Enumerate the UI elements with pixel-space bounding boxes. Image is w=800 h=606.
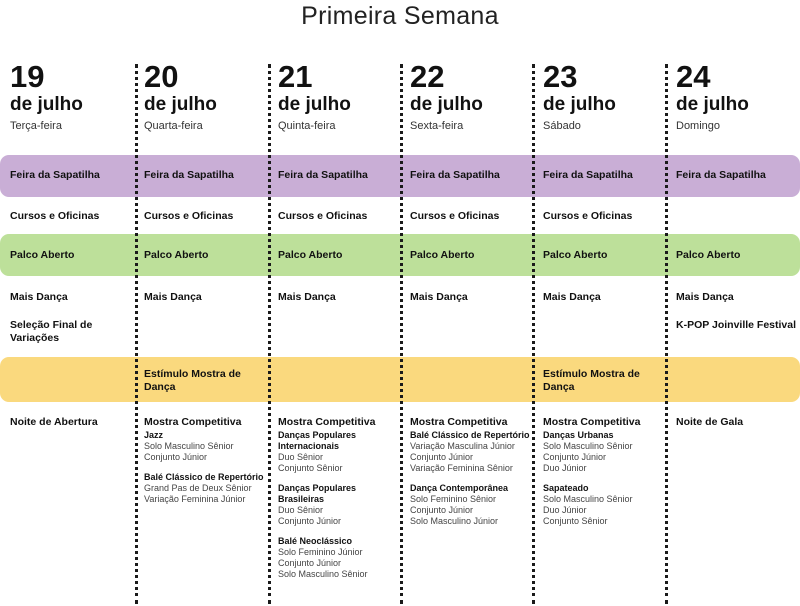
competition-category: Danças Populares Internacionais: [278, 430, 357, 451]
competition-entry: Conjunto Júnior: [144, 452, 208, 462]
competition-entry: Duo Júnior: [543, 505, 587, 515]
day-number: 24: [676, 59, 711, 94]
day-column: [543, 0, 671, 606]
competition-entry: Solo Masculino Sênior: [278, 569, 368, 579]
event-feira-da-sapatilha: Feira da Sapatilha: [10, 169, 100, 181]
event-special: K-POP Joinville Festival: [676, 319, 797, 331]
evening-program: [676, 416, 800, 429]
competition-category: Sapateado: [543, 483, 589, 493]
event-cursos-e-oficinas: Cursos e Oficinas: [410, 210, 500, 222]
evening-program: [144, 416, 270, 505]
competition-entry: Variação Feminina Sênior: [410, 463, 513, 473]
event-feira-da-sapatilha: Feira da Sapatilha: [410, 169, 500, 181]
competition-category: Balé Clássico de Repertório: [144, 472, 264, 482]
competition-category: Balé Neoclássico: [278, 536, 353, 546]
weekday-label: Quarta-feira: [144, 120, 203, 132]
day-number: 21: [278, 59, 313, 94]
day-number: 20: [144, 59, 179, 94]
event-feira-da-sapatilha: Feira da Sapatilha: [676, 169, 766, 181]
event-mais-danca: Mais Dança: [410, 291, 468, 303]
competition-category: Balé Clássico de Repertório: [410, 430, 530, 440]
event-special: Seleção Final de Variações: [10, 319, 93, 344]
competition-entry: Duo Sênior: [278, 452, 324, 462]
evening-program: [543, 416, 669, 527]
competition-entry: Solo Masculino Júnior: [410, 516, 499, 526]
day-number: 22: [410, 59, 445, 94]
event-palco-aberto: Palco Aberto: [278, 249, 343, 261]
competition-entry: Variação Masculina Júnior: [410, 441, 515, 451]
competition-entry: Solo Masculino Sênior: [144, 441, 234, 451]
competition-category: Dança Contemporânea: [410, 483, 509, 493]
day-month: de julho: [543, 94, 616, 115]
competition-entry: Solo Masculino Sênior: [543, 494, 633, 504]
event-cursos-e-oficinas: Cursos e Oficinas: [10, 210, 100, 222]
competition-entry: Solo Feminino Júnior: [278, 547, 363, 557]
competition-entry: Conjunto Sênior: [278, 463, 343, 473]
event-mais-danca: Mais Dança: [10, 291, 68, 303]
day-number: 19: [10, 59, 45, 94]
event-palco-aberto: Palco Aberto: [144, 249, 209, 261]
day-column: [10, 0, 138, 606]
weekday-label: Domingo: [676, 120, 721, 132]
weekday-label: Sábado: [543, 120, 581, 132]
event-palco-aberto: Palco Aberto: [410, 249, 475, 261]
day-month: de julho: [144, 94, 217, 115]
competition-entry: Solo Feminino Sênior: [410, 494, 497, 504]
evening-program-title: Mostra Competitiva: [543, 416, 641, 428]
day-number: 23: [543, 59, 578, 94]
event-mais-danca: Mais Dança: [278, 291, 336, 303]
competition-entry: Conjunto Júnior: [410, 505, 474, 515]
evening-program-title: Noite de Abertura: [10, 416, 98, 428]
competition-entry: Conjunto Júnior: [543, 452, 607, 462]
competition-entry: Conjunto Júnior: [410, 452, 474, 462]
event-feira-da-sapatilha: Feira da Sapatilha: [144, 169, 234, 181]
event-estimulo-mostra: Estímulo Mostra de Dança: [144, 368, 241, 393]
event-palco-aberto: Palco Aberto: [10, 249, 75, 261]
competition-category: Danças Urbanas: [543, 430, 614, 440]
event-mais-danca: Mais Dança: [543, 291, 601, 303]
competition-entry: Duo Júnior: [543, 463, 587, 473]
evening-program-title: Mostra Competitiva: [278, 416, 376, 428]
competition-entry: Conjunto Júnior: [278, 558, 342, 568]
day-month: de julho: [676, 94, 749, 115]
evening-program-title: Mostra Competitiva: [144, 416, 242, 428]
event-estimulo-mostra: Estímulo Mostra de Dança: [543, 368, 640, 393]
event-feira-da-sapatilha: Feira da Sapatilha: [543, 169, 633, 181]
competition-entry: Grand Pas de Deux Sênior: [144, 483, 252, 493]
evening-program: [10, 416, 136, 429]
competition-entry: Conjunto Sênior: [543, 516, 608, 526]
competition-category: Danças Populares Brasileiras: [278, 483, 357, 504]
event-cursos-e-oficinas: Cursos e Oficinas: [278, 210, 368, 222]
day-column: [410, 0, 538, 606]
evening-program: [278, 416, 404, 580]
event-mais-danca: Mais Dança: [144, 291, 202, 303]
event-cursos-e-oficinas: Cursos e Oficinas: [144, 210, 234, 222]
weekday-label: Terça-feira: [10, 120, 62, 132]
event-mais-danca: Mais Dança: [676, 291, 734, 303]
page-title: Primeira Semana: [301, 2, 499, 30]
event-palco-aberto: Palco Aberto: [676, 249, 741, 261]
day-month: de julho: [410, 94, 483, 115]
day-column: [278, 0, 406, 606]
evening-program-title: Noite de Gala: [676, 416, 744, 428]
competition-category: Jazz: [144, 430, 164, 440]
competition-entry: Variação Feminina Júnior: [144, 494, 246, 504]
event-cursos-e-oficinas: Cursos e Oficinas: [543, 210, 633, 222]
day-month: de julho: [10, 94, 83, 115]
event-feira-da-sapatilha: Feira da Sapatilha: [278, 169, 368, 181]
day-column: [144, 0, 272, 606]
competition-entry: Duo Sênior: [278, 505, 324, 515]
evening-program-title: Mostra Competitiva: [410, 416, 508, 428]
evening-program: [410, 416, 536, 527]
event-palco-aberto: Palco Aberto: [543, 249, 608, 261]
day-month: de julho: [278, 94, 351, 115]
competition-entry: Solo Masculino Sênior: [543, 441, 633, 451]
competition-entry: Conjunto Júnior: [278, 516, 342, 526]
weekday-label: Quinta-feira: [278, 120, 336, 132]
weekday-label: Sexta-feira: [410, 120, 464, 132]
day-column: [676, 0, 800, 606]
